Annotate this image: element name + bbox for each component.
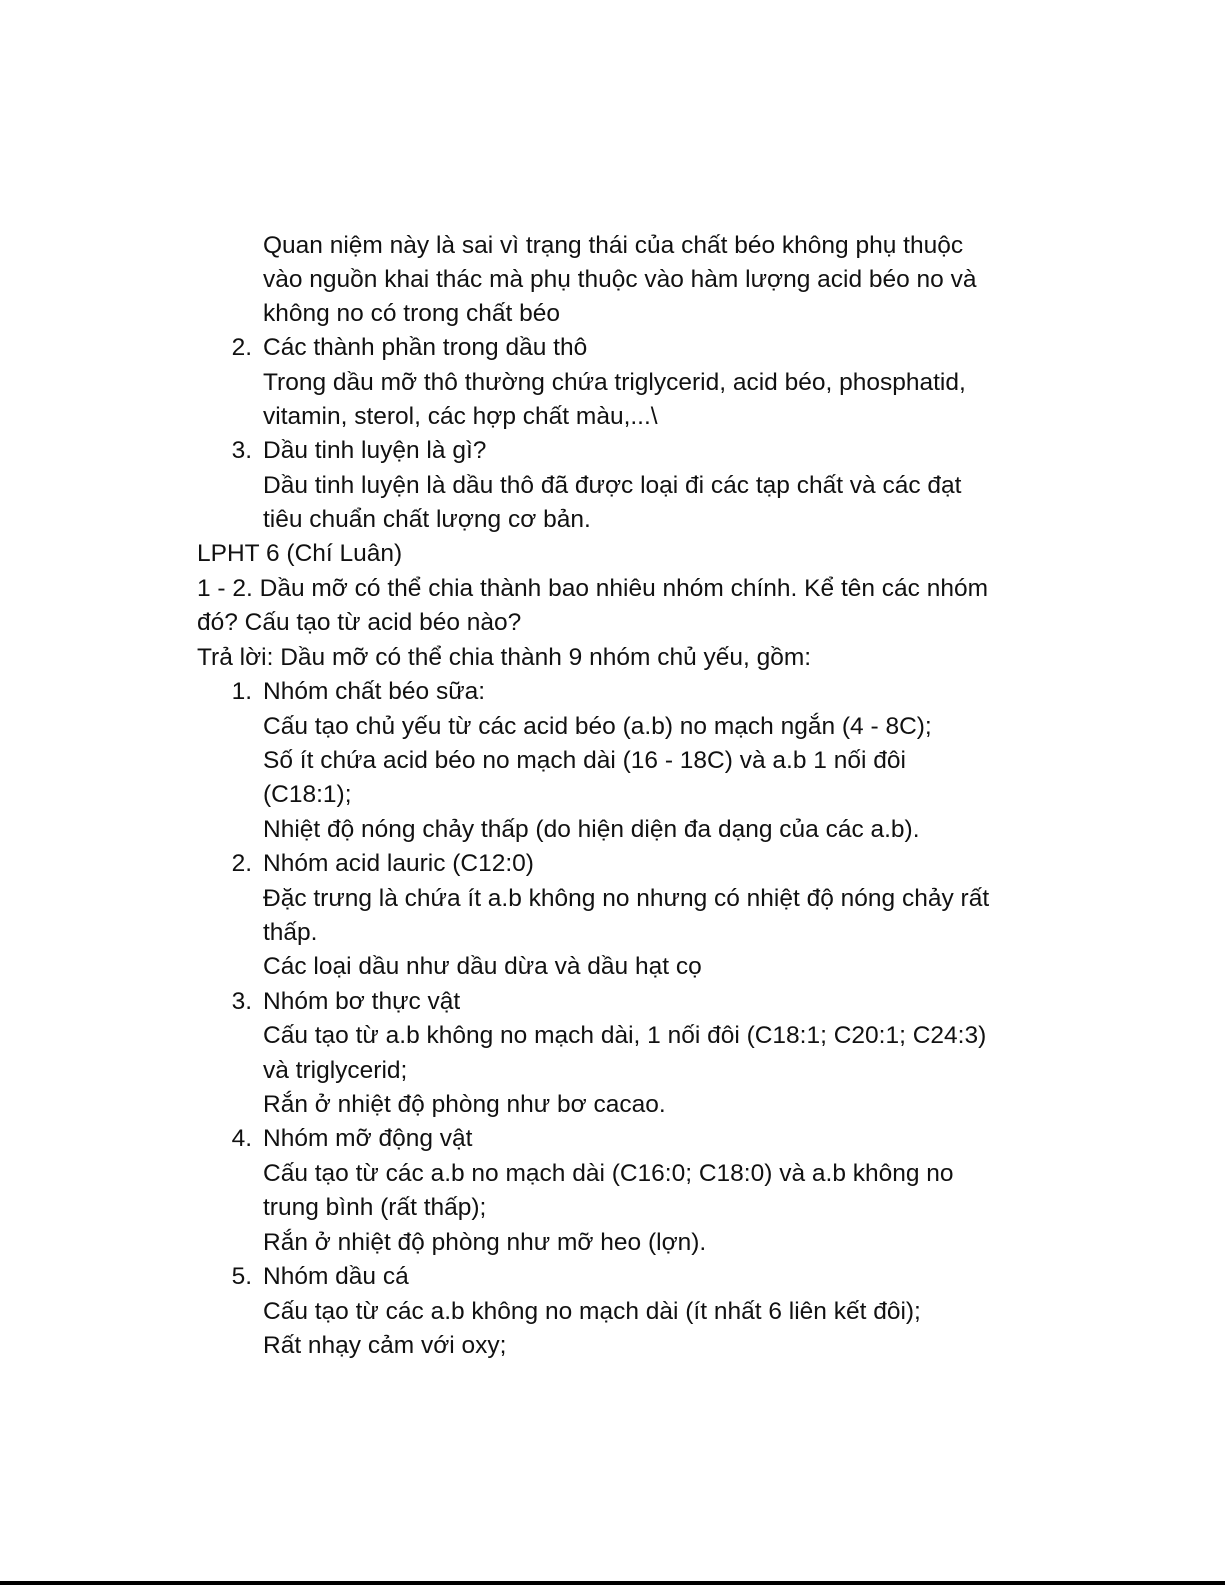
list-number: 3. bbox=[231, 437, 252, 464]
list-item-answer-line: Dầu tinh luyện là dầu thô đã được loại đi các tạp chất và các đạt bbox=[263, 472, 962, 499]
list-item-answer-line: tiêu chuẩn chất lượng cơ bản. bbox=[263, 506, 591, 533]
group-line: Rắn ở nhiệt độ phòng như bơ cacao. bbox=[263, 1091, 666, 1118]
group-line: trung bình (rất thấp); bbox=[263, 1194, 487, 1221]
section-title: LPHT 6 (Chí Luân) bbox=[197, 540, 403, 567]
main-question-line: 1 - 2. Dầu mỡ có thể chia thành bao nhiêu nhóm chính. Kể tên các nhóm bbox=[197, 575, 989, 602]
group-number: 1. bbox=[231, 678, 252, 705]
group-line: Rất nhạy cảm với oxy; bbox=[263, 1332, 507, 1359]
group-title: Nhóm acid lauric (C12:0) bbox=[263, 850, 534, 877]
list-item-question: Các thành phần trong dầu thô bbox=[263, 334, 588, 361]
group-line: Cấu tạo từ a.b không no mạch dài, 1 nối đôi (C18:1; C20:1; C24:3) bbox=[263, 1022, 987, 1049]
list-item-question: Dầu tinh luyện là gì? bbox=[263, 437, 487, 464]
intro-answer-line: không no có trong chất béo bbox=[263, 300, 560, 327]
page-bottom-border bbox=[0, 1581, 1225, 1585]
group-title: Nhóm mỡ động vật bbox=[263, 1125, 473, 1152]
main-question-line: đó? Cấu tạo từ acid béo nào? bbox=[197, 609, 522, 636]
group-line: thấp. bbox=[263, 919, 318, 946]
group-line: (C18:1); bbox=[263, 781, 352, 808]
list-number: 2. bbox=[231, 334, 252, 361]
group-title: Nhóm bơ thực vật bbox=[263, 988, 461, 1015]
intro-answer-line: Quan niệm này là sai vì trạng thái của chất béo không phụ thuộc bbox=[263, 232, 964, 259]
group-line: Cấu tạo từ các a.b no mạch dài (C16:0; C18:0) và a.b không no bbox=[263, 1160, 954, 1187]
group-line: Cấu tạo chủ yếu từ các acid béo (a.b) no mạch ngắn (4 - 8C); bbox=[263, 713, 932, 740]
group-number: 5. bbox=[231, 1263, 252, 1290]
group-line: Đặc trưng là chứa ít a.b không no nhưng có nhiệt độ nóng chảy rất bbox=[263, 885, 990, 912]
group-line: Cấu tạo từ các a.b không no mạch dài (ít nhất 6 liên kết đôi); bbox=[263, 1298, 921, 1325]
group-number: 4. bbox=[231, 1125, 252, 1152]
group-line: Nhiệt độ nóng chảy thấp (do hiện diện đa dạng của các a.b). bbox=[263, 816, 920, 843]
group-number: 3. bbox=[231, 988, 252, 1015]
group-number: 2. bbox=[231, 850, 252, 877]
group-title: Nhóm dầu cá bbox=[263, 1263, 409, 1290]
group-title: Nhóm chất béo sữa: bbox=[263, 678, 486, 705]
group-line: Các loại dầu như dầu dừa và dầu hạt cọ bbox=[263, 953, 702, 980]
list-item-answer-line: vitamin, sterol, các hợp chất màu,...\ bbox=[263, 403, 658, 430]
answer-intro: Trả lời: Dầu mỡ có thể chia thành 9 nhóm chủ yếu, gồm: bbox=[197, 644, 812, 671]
list-item-answer-line: Trong dầu mỡ thô thường chứa triglycerid, acid béo, phosphatid, bbox=[263, 369, 966, 396]
intro-answer-line: vào nguồn khai thác mà phụ thuộc vào hàm lượng acid béo no và bbox=[263, 266, 977, 293]
group-line: Số ít chứa acid béo no mạch dài (16 - 18C) và a.b 1 nối đôi bbox=[263, 747, 906, 774]
group-line: Rắn ở nhiệt độ phòng như mỡ heo (lợn). bbox=[263, 1229, 707, 1256]
group-line: và triglycerid; bbox=[263, 1057, 408, 1084]
